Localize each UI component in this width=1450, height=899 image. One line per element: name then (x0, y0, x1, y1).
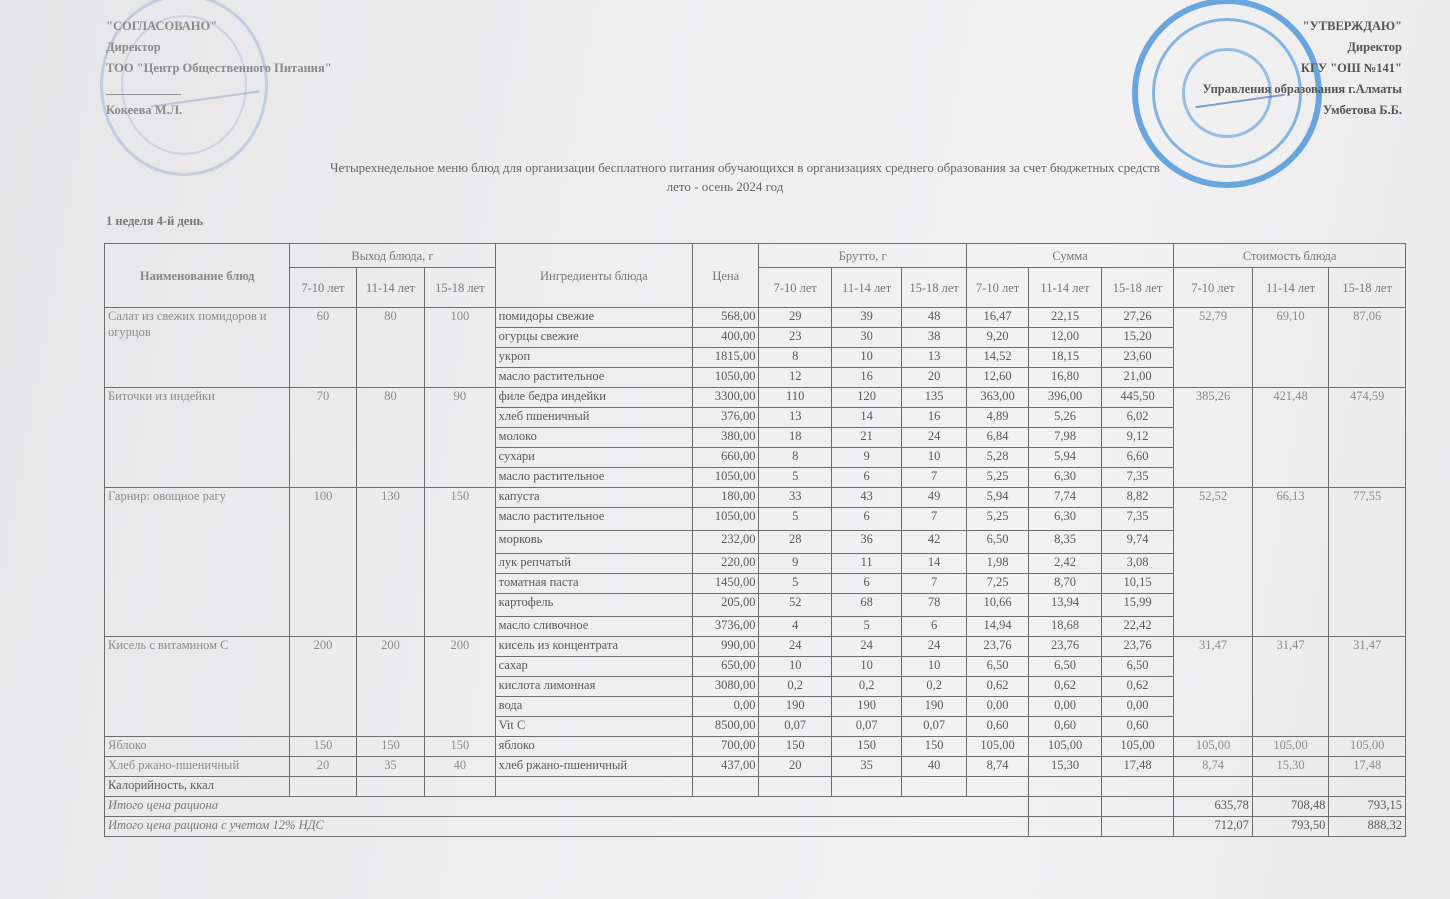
sum-15-18: 0,60 (1101, 717, 1174, 737)
dish-yield-15-18: 100 (425, 308, 495, 388)
ingredient-name: молоко (495, 428, 692, 448)
gross-15-18: 190 (902, 697, 966, 717)
calories-sum-15-18 (1101, 777, 1174, 797)
dish-name: Кисель с витамином С (105, 637, 290, 737)
sum-11-14: 7,98 (1029, 428, 1101, 448)
approval-block-left (106, 16, 332, 121)
menu-table-body (105, 308, 1406, 837)
approval-left-organization: ТОО "Центр Общественного Питания" (106, 61, 332, 75)
gross-11-14: 21 (831, 428, 901, 448)
ingredient-name: филе бедра индейки (495, 388, 692, 408)
sum-11-14: 6,50 (1029, 657, 1101, 677)
calories-yield-11-14 (356, 777, 424, 797)
gross-7-10: 0,2 (759, 677, 831, 697)
gross-7-10: 4 (759, 617, 831, 637)
sum-11-14: 8,70 (1029, 574, 1101, 594)
gross-11-14: 39 (831, 308, 901, 328)
gross-11-14: 30 (831, 328, 901, 348)
sum-7-10: 14,52 (966, 348, 1028, 368)
gross-7-10: 110 (759, 388, 831, 408)
dish-yield-11-14: 130 (356, 488, 424, 637)
dish-name: Биточки из индейки (105, 388, 290, 488)
gross-15-18: 13 (902, 348, 966, 368)
sum-11-14: 2,42 (1029, 554, 1101, 574)
sum-7-10: 5,94 (966, 488, 1028, 508)
dish-cost-11-14: 69,10 (1252, 308, 1329, 388)
sum-15-18: 6,50 (1101, 657, 1174, 677)
gross-15-18: 135 (902, 388, 966, 408)
sum-7-10: 5,28 (966, 448, 1028, 468)
approval-right-position: Директор (1347, 40, 1402, 54)
calories-yield-7-10 (290, 777, 356, 797)
ingredient-price: 990,00 (693, 637, 759, 657)
calories-gross-7-10 (759, 777, 831, 797)
gross-15-18: 14 (902, 554, 966, 574)
header-yield-11-14: 11-14 лет (356, 268, 424, 308)
sum-11-14: 396,00 (1029, 388, 1101, 408)
gross-11-14: 0,2 (831, 677, 901, 697)
ingredient-price: 380,00 (693, 428, 759, 448)
sum-11-14: 105,00 (1029, 737, 1101, 757)
dish-yield-11-14: 80 (356, 388, 424, 488)
sum-15-18: 105,00 (1101, 737, 1174, 757)
gross-7-10: 52 (759, 594, 831, 617)
total-vat-label: Итого цена рациона с учетом 12% НДС (105, 817, 1029, 837)
ingredient-name: яблоко (495, 737, 692, 757)
dish-yield-15-18: 150 (425, 488, 495, 637)
sum-7-10: 12,60 (966, 368, 1028, 388)
dish-cost-15-18: 17,48 (1329, 757, 1406, 777)
ingredient-price: 0,00 (693, 697, 759, 717)
gross-7-10: 5 (759, 468, 831, 488)
ingredient-price: 3736,00 (693, 617, 759, 637)
ingredient-name: Vit C (495, 717, 692, 737)
dish-name: Яблоко (105, 737, 290, 757)
sum-15-18: 0,62 (1101, 677, 1174, 697)
gross-11-14: 6 (831, 468, 901, 488)
gross-7-10: 13 (759, 408, 831, 428)
ingredient-name: масло растительное (495, 468, 692, 488)
table-row (105, 388, 1406, 408)
total-vat-7-10: 712,07 (1174, 817, 1253, 837)
ingredient-price: 1050,00 (693, 468, 759, 488)
sum-11-14: 12,00 (1029, 328, 1101, 348)
total-vat-blank-1 (1029, 817, 1101, 837)
ingredient-name: хлеб пшеничный (495, 408, 692, 428)
gross-11-14: 43 (831, 488, 901, 508)
sum-15-18: 6,60 (1101, 448, 1174, 468)
gross-11-14: 5 (831, 617, 901, 637)
ingredient-name: масло сливочное (495, 617, 692, 637)
gross-11-14: 10 (831, 348, 901, 368)
header-ingredients: Ингредиенты блюда (495, 244, 692, 308)
gross-7-10: 28 (759, 531, 831, 554)
sum-7-10: 0,00 (966, 697, 1028, 717)
gross-7-10: 8 (759, 348, 831, 368)
calories-ingredient (495, 777, 692, 797)
ingredient-price: 3300,00 (693, 388, 759, 408)
ingredient-price: 1050,00 (693, 368, 759, 388)
sum-15-18: 9,74 (1101, 531, 1174, 554)
gross-15-18: 7 (902, 574, 966, 594)
sum-7-10: 5,25 (966, 508, 1028, 531)
ingredient-name: сахар (495, 657, 692, 677)
total-vat-row (105, 817, 1406, 837)
ingredient-price: 400,00 (693, 328, 759, 348)
header-sum-15-18: 15-18 лет (1101, 268, 1174, 308)
gross-15-18: 48 (902, 308, 966, 328)
ingredient-name: хлеб ржано-пшеничный (495, 757, 692, 777)
header-dish-cost: Стоимость блюда (1174, 244, 1406, 268)
gross-15-18: 24 (902, 637, 966, 657)
ingredient-price: 8500,00 (693, 717, 759, 737)
gross-15-18: 10 (902, 657, 966, 677)
ingredient-price: 3080,00 (693, 677, 759, 697)
sum-7-10: 6,50 (966, 657, 1028, 677)
gross-11-14: 24 (831, 637, 901, 657)
total-blank-2 (1101, 797, 1174, 817)
header-yield: Выход блюда, г (290, 244, 495, 268)
sum-11-14: 8,35 (1029, 531, 1101, 554)
header-gross-15-18: 15-18 лет (902, 268, 966, 308)
calories-cost-11-14 (1252, 777, 1329, 797)
table-row (105, 757, 1406, 777)
dish-yield-7-10: 60 (290, 308, 356, 388)
sum-7-10: 5,25 (966, 468, 1028, 488)
header-sum: Сумма (966, 244, 1173, 268)
sum-15-18: 6,02 (1101, 408, 1174, 428)
calories-price (693, 777, 759, 797)
ingredient-price: 650,00 (693, 657, 759, 677)
gross-11-14: 120 (831, 388, 901, 408)
ingredient-name: лук репчатый (495, 554, 692, 574)
sum-15-18: 7,35 (1101, 508, 1174, 531)
gross-15-18: 38 (902, 328, 966, 348)
total-7-10: 635,78 (1174, 797, 1253, 817)
sum-7-10: 4,89 (966, 408, 1028, 428)
gross-15-18: 7 (902, 508, 966, 531)
gross-7-10: 20 (759, 757, 831, 777)
gross-11-14: 6 (831, 574, 901, 594)
calories-cost-15-18 (1329, 777, 1406, 797)
ingredient-price: 660,00 (693, 448, 759, 468)
gross-11-14: 68 (831, 594, 901, 617)
gross-15-18: 6 (902, 617, 966, 637)
gross-15-18: 49 (902, 488, 966, 508)
gross-7-10: 33 (759, 488, 831, 508)
sum-11-14: 18,15 (1029, 348, 1101, 368)
total-row (105, 797, 1406, 817)
ingredient-name: капуста (495, 488, 692, 508)
gross-15-18: 24 (902, 428, 966, 448)
gross-11-14: 10 (831, 657, 901, 677)
gross-7-10: 150 (759, 737, 831, 757)
dish-yield-11-14: 200 (356, 637, 424, 737)
ingredient-name: картофель (495, 594, 692, 617)
sum-11-14: 0,00 (1029, 697, 1101, 717)
ingredient-price: 180,00 (693, 488, 759, 508)
dish-yield-15-18: 90 (425, 388, 495, 488)
sum-7-10: 14,94 (966, 617, 1028, 637)
ingredient-price: 1815,00 (693, 348, 759, 368)
ingredient-price: 1450,00 (693, 574, 759, 594)
sum-11-14: 5,94 (1029, 448, 1101, 468)
sum-7-10: 6,50 (966, 531, 1028, 554)
calories-cost-7-10 (1174, 777, 1253, 797)
dish-yield-7-10: 100 (290, 488, 356, 637)
sum-11-14: 7,74 (1029, 488, 1101, 508)
sum-11-14: 15,30 (1029, 757, 1101, 777)
dish-yield-7-10: 20 (290, 757, 356, 777)
dish-yield-11-14: 150 (356, 737, 424, 757)
ingredient-price: 700,00 (693, 737, 759, 757)
header-cost-7-10: 7-10 лет (1174, 268, 1253, 308)
gross-11-14: 35 (831, 757, 901, 777)
document-title (0, 158, 1450, 196)
sum-11-14: 22,15 (1029, 308, 1101, 328)
gross-15-18: 40 (902, 757, 966, 777)
approval-block-right (1202, 16, 1402, 121)
dish-yield-11-14: 35 (356, 757, 424, 777)
dish-cost-7-10: 8,74 (1174, 757, 1253, 777)
table-row (105, 637, 1406, 657)
approval-left-name: Кокеева М.Л. (106, 103, 183, 117)
table-row (105, 488, 1406, 508)
gross-15-18: 16 (902, 408, 966, 428)
total-15-18: 793,15 (1329, 797, 1406, 817)
header-gross-11-14: 11-14 лет (831, 268, 901, 308)
ingredient-price: 568,00 (693, 308, 759, 328)
gross-7-10: 5 (759, 574, 831, 594)
sum-15-18: 17,48 (1101, 757, 1174, 777)
header-cost-11-14: 11-14 лет (1252, 268, 1329, 308)
calories-gross-11-14 (831, 777, 901, 797)
sum-7-10: 363,00 (966, 388, 1028, 408)
sum-7-10: 16,47 (966, 308, 1028, 328)
sum-15-18: 445,50 (1101, 388, 1174, 408)
dish-yield-7-10: 200 (290, 637, 356, 737)
approval-left-heading: "СОГЛАСОВАНО" (106, 19, 218, 33)
sum-7-10: 0,62 (966, 677, 1028, 697)
sum-7-10: 0,60 (966, 717, 1028, 737)
sum-15-18: 9,12 (1101, 428, 1174, 448)
approval-right-department: Управления образования г.Алматы (1202, 82, 1402, 96)
gross-15-18: 7 (902, 468, 966, 488)
dish-cost-11-14: 105,00 (1252, 737, 1329, 757)
total-label: Итого цена рациона (105, 797, 1029, 817)
sum-7-10: 23,76 (966, 637, 1028, 657)
total-blank-1 (1029, 797, 1101, 817)
dish-cost-15-18: 87,06 (1329, 308, 1406, 388)
sum-15-18: 23,76 (1101, 637, 1174, 657)
sum-15-18: 23,60 (1101, 348, 1174, 368)
dish-yield-15-18: 200 (425, 637, 495, 737)
sum-11-14: 16,80 (1029, 368, 1101, 388)
approval-right-organization: КГУ "ОШ №141" (1300, 61, 1402, 75)
gross-7-10: 24 (759, 637, 831, 657)
gross-15-18: 0,07 (902, 717, 966, 737)
approval-right-name: Умбетова Б.Б. (1322, 103, 1402, 117)
sum-11-14: 6,30 (1029, 508, 1101, 531)
table-row (105, 737, 1406, 757)
gross-11-14: 6 (831, 508, 901, 531)
gross-15-18: 150 (902, 737, 966, 757)
gross-7-10: 10 (759, 657, 831, 677)
gross-7-10: 29 (759, 308, 831, 328)
gross-11-14: 190 (831, 697, 901, 717)
sum-11-14: 23,76 (1029, 637, 1101, 657)
sum-11-14: 0,60 (1029, 717, 1101, 737)
gross-7-10: 12 (759, 368, 831, 388)
dish-cost-11-14: 421,48 (1252, 388, 1329, 488)
dish-cost-15-18: 31,47 (1329, 637, 1406, 737)
sum-7-10: 6,84 (966, 428, 1028, 448)
gross-11-14: 16 (831, 368, 901, 388)
gross-7-10: 9 (759, 554, 831, 574)
dish-cost-15-18: 105,00 (1329, 737, 1406, 757)
ingredient-price: 437,00 (693, 757, 759, 777)
gross-15-18: 42 (902, 531, 966, 554)
header-gross-7-10: 7-10 лет (759, 268, 831, 308)
gross-7-10: 8 (759, 448, 831, 468)
ingredient-name: масло растительное (495, 508, 692, 531)
week-day-label: 1 неделя 4-й день (106, 214, 204, 228)
gross-15-18: 0,2 (902, 677, 966, 697)
ingredient-name: вода (495, 697, 692, 717)
gross-15-18: 78 (902, 594, 966, 617)
total-vat-11-14: 793,50 (1252, 817, 1329, 837)
sum-11-14: 18,68 (1029, 617, 1101, 637)
gross-15-18: 10 (902, 448, 966, 468)
approval-left-signature-line: ____________ (106, 82, 181, 96)
title-line-2: лето - осень 2024 год (666, 179, 784, 194)
sum-15-18: 27,26 (1101, 308, 1174, 328)
ingredient-price: 205,00 (693, 594, 759, 617)
dish-cost-11-14: 31,47 (1252, 637, 1329, 737)
gross-7-10: 5 (759, 508, 831, 531)
dish-name: Салат из свежих помидоров и огурцов (105, 308, 290, 388)
ingredient-name: огурцы свежие (495, 328, 692, 348)
sum-7-10: 105,00 (966, 737, 1028, 757)
ingredient-price: 220,00 (693, 554, 759, 574)
sum-15-18: 10,15 (1101, 574, 1174, 594)
gross-11-14: 9 (831, 448, 901, 468)
gross-7-10: 18 (759, 428, 831, 448)
header-dish-name: Наименование блюд (105, 244, 290, 308)
ingredient-price: 1050,00 (693, 508, 759, 531)
sum-15-18: 0,00 (1101, 697, 1174, 717)
dish-cost-11-14: 66,13 (1252, 488, 1329, 637)
header-sum-11-14: 11-14 лет (1029, 268, 1101, 308)
calories-label: Калорийность, ккал (105, 777, 290, 797)
dish-cost-7-10: 385,26 (1174, 388, 1253, 488)
header-gross: Брутто, г (759, 244, 966, 268)
approval-right-heading: "УТВЕРЖДАЮ" (1302, 19, 1402, 33)
sum-15-18: 7,35 (1101, 468, 1174, 488)
total-vat-15-18: 888,32 (1329, 817, 1406, 837)
dish-cost-15-18: 77,55 (1329, 488, 1406, 637)
sum-11-14: 0,62 (1029, 677, 1101, 697)
dish-name: Хлеб ржано-пшеничный (105, 757, 290, 777)
dish-cost-7-10: 31,47 (1174, 637, 1253, 737)
ingredient-name: кисель из концентрата (495, 637, 692, 657)
gross-11-14: 11 (831, 554, 901, 574)
sum-15-18: 15,20 (1101, 328, 1174, 348)
dish-yield-15-18: 150 (425, 737, 495, 757)
calories-gross-15-18 (902, 777, 966, 797)
dish-cost-11-14: 15,30 (1252, 757, 1329, 777)
dish-yield-11-14: 80 (356, 308, 424, 388)
calories-row (105, 777, 1406, 797)
ingredient-name: сухари (495, 448, 692, 468)
sum-11-14: 5,26 (1029, 408, 1101, 428)
sum-7-10: 1,98 (966, 554, 1028, 574)
gross-11-14: 150 (831, 737, 901, 757)
calories-sum-7-10 (966, 777, 1028, 797)
dish-cost-7-10: 105,00 (1174, 737, 1253, 757)
sum-7-10: 7,25 (966, 574, 1028, 594)
title-line-1: Четырехнедельное меню блюд для организации бесплатного питания обучающихся в организациях среднего образования за счет бюджетных средств (330, 160, 1160, 175)
dish-yield-7-10: 150 (290, 737, 356, 757)
sum-15-18: 8,82 (1101, 488, 1174, 508)
ingredient-price: 376,00 (693, 408, 759, 428)
sum-7-10: 10,66 (966, 594, 1028, 617)
total-vat-blank-2 (1101, 817, 1174, 837)
ingredient-name: помидоры свежие (495, 308, 692, 328)
ingredient-name: укроп (495, 348, 692, 368)
approval-left-position: Директор (106, 40, 161, 54)
sum-15-18: 22,42 (1101, 617, 1174, 637)
dish-name: Гарнир: овощное рагу (105, 488, 290, 637)
header-sum-7-10: 7-10 лет (966, 268, 1028, 308)
header-price: Цена (693, 244, 759, 308)
ingredient-name: масло растительное (495, 368, 692, 388)
sum-15-18: 21,00 (1101, 368, 1174, 388)
dish-yield-15-18: 40 (425, 757, 495, 777)
header-yield-15-18: 15-18 лет (425, 268, 495, 308)
header-yield-7-10: 7-10 лет (290, 268, 356, 308)
ingredient-name: кислота лимонная (495, 677, 692, 697)
ingredient-name: морковь (495, 531, 692, 554)
dish-cost-7-10: 52,79 (1174, 308, 1253, 388)
gross-15-18: 20 (902, 368, 966, 388)
dish-cost-15-18: 474,59 (1329, 388, 1406, 488)
menu-table (104, 243, 1406, 837)
dish-cost-7-10: 52,52 (1174, 488, 1253, 637)
sum-11-14: 6,30 (1029, 468, 1101, 488)
gross-7-10: 190 (759, 697, 831, 717)
calories-sum-11-14 (1029, 777, 1101, 797)
sum-11-14: 13,94 (1029, 594, 1101, 617)
gross-11-14: 0,07 (831, 717, 901, 737)
gross-7-10: 23 (759, 328, 831, 348)
sum-15-18: 3,08 (1101, 554, 1174, 574)
table-row (105, 308, 1406, 328)
total-11-14: 708,48 (1252, 797, 1329, 817)
gross-11-14: 36 (831, 531, 901, 554)
gross-7-10: 0,07 (759, 717, 831, 737)
ingredient-name: томатная паста (495, 574, 692, 594)
gross-11-14: 14 (831, 408, 901, 428)
header-cost-15-18: 15-18 лет (1329, 268, 1406, 308)
dish-yield-7-10: 70 (290, 388, 356, 488)
sum-15-18: 15,99 (1101, 594, 1174, 617)
sum-7-10: 8,74 (966, 757, 1028, 777)
sum-7-10: 9,20 (966, 328, 1028, 348)
calories-yield-15-18 (425, 777, 495, 797)
ingredient-price: 232,00 (693, 531, 759, 554)
